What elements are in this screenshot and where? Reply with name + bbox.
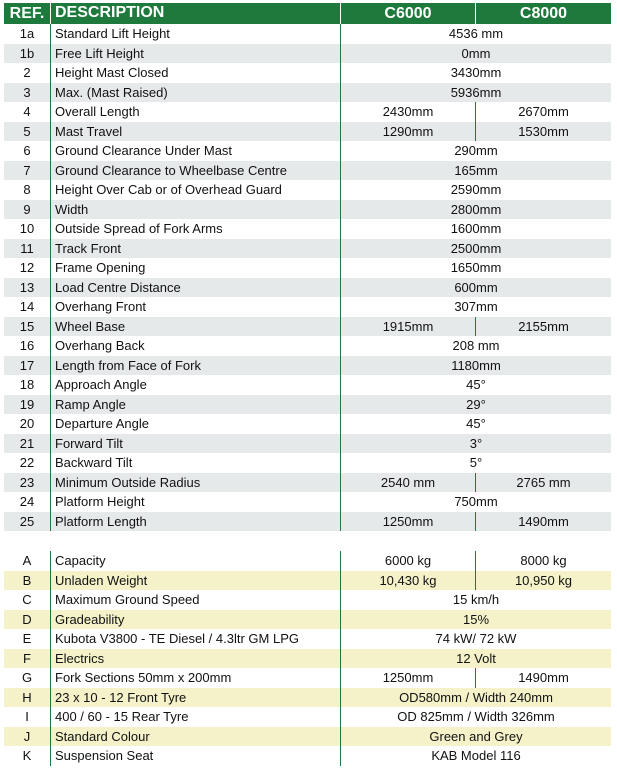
row-ref: I — [25, 709, 29, 725]
row-description: Gradeability — [50, 610, 340, 630]
row-value-c8000: 1490mm — [475, 512, 611, 532]
row-ref: 3 — [23, 84, 31, 100]
table-row — [4, 200, 611, 220]
row-value-shared: 12 Volt — [340, 649, 611, 669]
row-ref: 20 — [19, 416, 35, 432]
row-value-shared: 1650mm — [340, 258, 611, 278]
row-description: Ground Clearance to Wheelbase Centre — [50, 161, 340, 181]
row-value-c6000: 1915mm — [340, 317, 475, 337]
table-row — [4, 571, 611, 591]
row-value-shared: 750mm — [340, 492, 611, 512]
row-value-shared: OD 825mm / Width 326mm — [340, 707, 611, 727]
row-ref: 17 — [19, 357, 35, 373]
row-value-shared: KAB Model 116 — [340, 746, 611, 766]
row-value-shared: 307mm — [340, 297, 611, 317]
row-description: Departure Angle — [50, 414, 340, 434]
spec-sheet — [4, 3, 611, 766]
row-description: Platform Height — [50, 492, 340, 512]
table-row — [4, 44, 611, 64]
row-value-shared: 2500mm — [340, 239, 611, 259]
row-description: Ramp Angle — [50, 395, 340, 415]
row-value-shared: OD580mm / Width 240mm — [340, 688, 611, 708]
row-ref: F — [23, 650, 31, 666]
table-row — [4, 746, 611, 766]
row-ref: 18 — [19, 377, 35, 393]
row-description: Forward Tilt — [50, 434, 340, 454]
row-ref: 10 — [19, 221, 35, 237]
row-value-c6000: 2540 mm — [340, 473, 475, 493]
row-description: Height Mast Closed — [50, 63, 340, 83]
table-row — [4, 278, 611, 298]
row-description: Ground Clearance Under Mast — [50, 141, 340, 161]
row-ref: J — [23, 728, 31, 744]
table-row — [4, 336, 611, 356]
header-model-c8000: C8000 — [475, 3, 611, 24]
row-ref: A — [22, 553, 32, 569]
row-description: Track Front — [50, 239, 340, 259]
row-value-c8000: 1530mm — [475, 122, 611, 142]
row-ref: 5 — [23, 123, 31, 139]
table-row — [4, 590, 611, 610]
row-description: Standard Lift Height — [50, 24, 340, 44]
table-row — [4, 414, 611, 434]
row-ref: H — [22, 689, 32, 705]
row-ref: 2 — [23, 65, 31, 81]
row-value-shared: 1180mm — [340, 356, 611, 376]
row-value-shared: 600mm — [340, 278, 611, 298]
row-value-shared: 45° — [340, 375, 611, 395]
table-row — [4, 492, 611, 512]
row-value-c6000: 1250mm — [340, 512, 475, 532]
row-value-c6000: 10,430 kg — [340, 571, 475, 591]
row-value-shared: 3° — [340, 434, 611, 454]
table-row — [4, 610, 611, 630]
row-value-shared: 4536 mm — [340, 24, 611, 44]
row-value-shared: 15% — [340, 610, 611, 630]
row-value-shared: 2800mm — [340, 200, 611, 220]
row-value-shared: 74 kW/ 72 kW — [340, 629, 611, 649]
row-value-c6000: 6000 kg — [340, 551, 475, 571]
row-value-c8000: 8000 kg — [475, 551, 611, 571]
row-description: Overhang Front — [50, 297, 340, 317]
row-ref: 24 — [19, 494, 35, 510]
header-description: DESCRIPTION — [50, 3, 340, 24]
row-description: Electrics — [50, 649, 340, 669]
row-description: Outside Spread of Fork Arms — [50, 219, 340, 239]
row-value-shared: 5936mm — [340, 83, 611, 103]
row-ref: 19 — [19, 396, 35, 412]
row-description: Length from Face of Fork — [50, 356, 340, 376]
row-value-c8000: 2765 mm — [475, 473, 611, 493]
row-ref: 16 — [19, 338, 35, 354]
row-description: 23 x 10 - 12 Front Tyre — [50, 688, 340, 708]
row-value-c6000: 1290mm — [340, 122, 475, 142]
row-description: 400 / 60 - 15 Rear Tyre — [50, 707, 340, 727]
table-row — [4, 707, 611, 727]
row-ref: 8 — [23, 182, 31, 198]
table-row — [4, 102, 611, 122]
table-row — [4, 297, 611, 317]
row-description: Fork Sections 50mm x 200mm — [50, 668, 340, 688]
table-row — [4, 356, 611, 376]
row-value-shared: 2590mm — [340, 180, 611, 200]
table-row — [4, 258, 611, 278]
table-row — [4, 453, 611, 473]
row-description: Frame Opening — [50, 258, 340, 278]
row-description: Standard Colour — [50, 727, 340, 747]
row-value-shared: 208 mm — [340, 336, 611, 356]
table-row — [4, 668, 611, 688]
row-ref: K — [22, 748, 32, 764]
row-description: Capacity — [50, 551, 340, 571]
row-description: Minimum Outside Radius — [50, 473, 340, 493]
row-ref: E — [22, 631, 32, 647]
row-description: Load Centre Distance — [50, 278, 340, 298]
row-value-c6000: 1250mm — [340, 668, 475, 688]
row-ref: 7 — [23, 162, 31, 178]
row-ref: B — [22, 572, 32, 588]
row-ref: 4 — [23, 104, 31, 120]
row-ref: C — [22, 592, 32, 608]
table-row — [4, 512, 611, 532]
row-description: Overhang Back — [50, 336, 340, 356]
row-value-c8000: 10,950 kg — [475, 571, 611, 591]
row-ref: 9 — [23, 201, 31, 217]
row-ref: 25 — [19, 513, 35, 529]
performance-table — [4, 551, 611, 766]
row-value-shared: 290mm — [340, 141, 611, 161]
row-description: Unladen Weight — [50, 571, 340, 591]
row-value-shared: 165mm — [340, 161, 611, 181]
table-row — [4, 727, 611, 747]
dimensions-table — [4, 24, 611, 531]
table-row — [4, 317, 611, 337]
row-value-shared: 5° — [340, 453, 611, 473]
row-description: Free Lift Height — [50, 44, 340, 64]
row-ref: D — [22, 611, 32, 627]
row-description: Kubota V3800 - TE Diesel / 4.3ltr GM LPG — [50, 629, 340, 649]
table-row — [4, 434, 611, 454]
row-description: Width — [50, 200, 340, 220]
table-row — [4, 180, 611, 200]
table-row — [4, 473, 611, 493]
row-ref: 1b — [19, 45, 35, 61]
table-row — [4, 375, 611, 395]
row-value-shared: Green and Grey — [340, 727, 611, 747]
row-description: Height Over Cab or of Overhead Guard — [50, 180, 340, 200]
row-value-c8000: 2670mm — [475, 102, 611, 122]
row-ref: 22 — [19, 455, 35, 471]
row-description: Suspension Seat — [50, 746, 340, 766]
table-row — [4, 161, 611, 181]
table-row — [4, 629, 611, 649]
row-value-shared: 29° — [340, 395, 611, 415]
row-value-shared: 15 km/h — [340, 590, 611, 610]
table-header — [4, 3, 611, 24]
table-row — [4, 688, 611, 708]
row-ref: 11 — [20, 240, 34, 256]
table-row — [4, 551, 611, 571]
row-description: Platform Length — [50, 512, 340, 532]
header-ref: REF. — [9, 4, 45, 22]
table-row — [4, 122, 611, 142]
row-description: Approach Angle — [50, 375, 340, 395]
row-ref: 13 — [19, 279, 35, 295]
table-row — [4, 24, 611, 44]
row-description: Mast Travel — [50, 122, 340, 142]
row-ref: 15 — [19, 318, 35, 334]
row-ref: 14 — [19, 299, 35, 315]
row-description: Maximum Ground Speed — [50, 590, 340, 610]
table-row — [4, 83, 611, 103]
table-row — [4, 239, 611, 259]
table-row — [4, 141, 611, 161]
row-description: Max. (Mast Raised) — [50, 83, 340, 103]
table-row — [4, 63, 611, 83]
row-ref: 12 — [19, 260, 35, 276]
row-ref: 6 — [23, 143, 31, 159]
row-description: Backward Tilt — [50, 453, 340, 473]
table-row — [4, 649, 611, 669]
header-model-c6000: C6000 — [340, 3, 475, 24]
row-value-c6000: 2430mm — [340, 102, 475, 122]
section-gap — [4, 531, 611, 551]
row-ref: 23 — [19, 474, 35, 490]
row-ref: 21 — [19, 435, 35, 451]
row-description: Wheel Base — [50, 317, 340, 337]
row-value-c8000: 2155mm — [475, 317, 611, 337]
row-ref: 1a — [19, 26, 35, 42]
row-value-shared: 45° — [340, 414, 611, 434]
row-value-shared: 0mm — [340, 44, 611, 64]
row-value-c8000: 1490mm — [475, 668, 611, 688]
table-row — [4, 395, 611, 415]
row-value-shared: 1600mm — [340, 219, 611, 239]
table-row — [4, 219, 611, 239]
row-description: Overall Length — [50, 102, 340, 122]
row-ref: G — [21, 670, 33, 686]
row-value-shared: 3430mm — [340, 63, 611, 83]
